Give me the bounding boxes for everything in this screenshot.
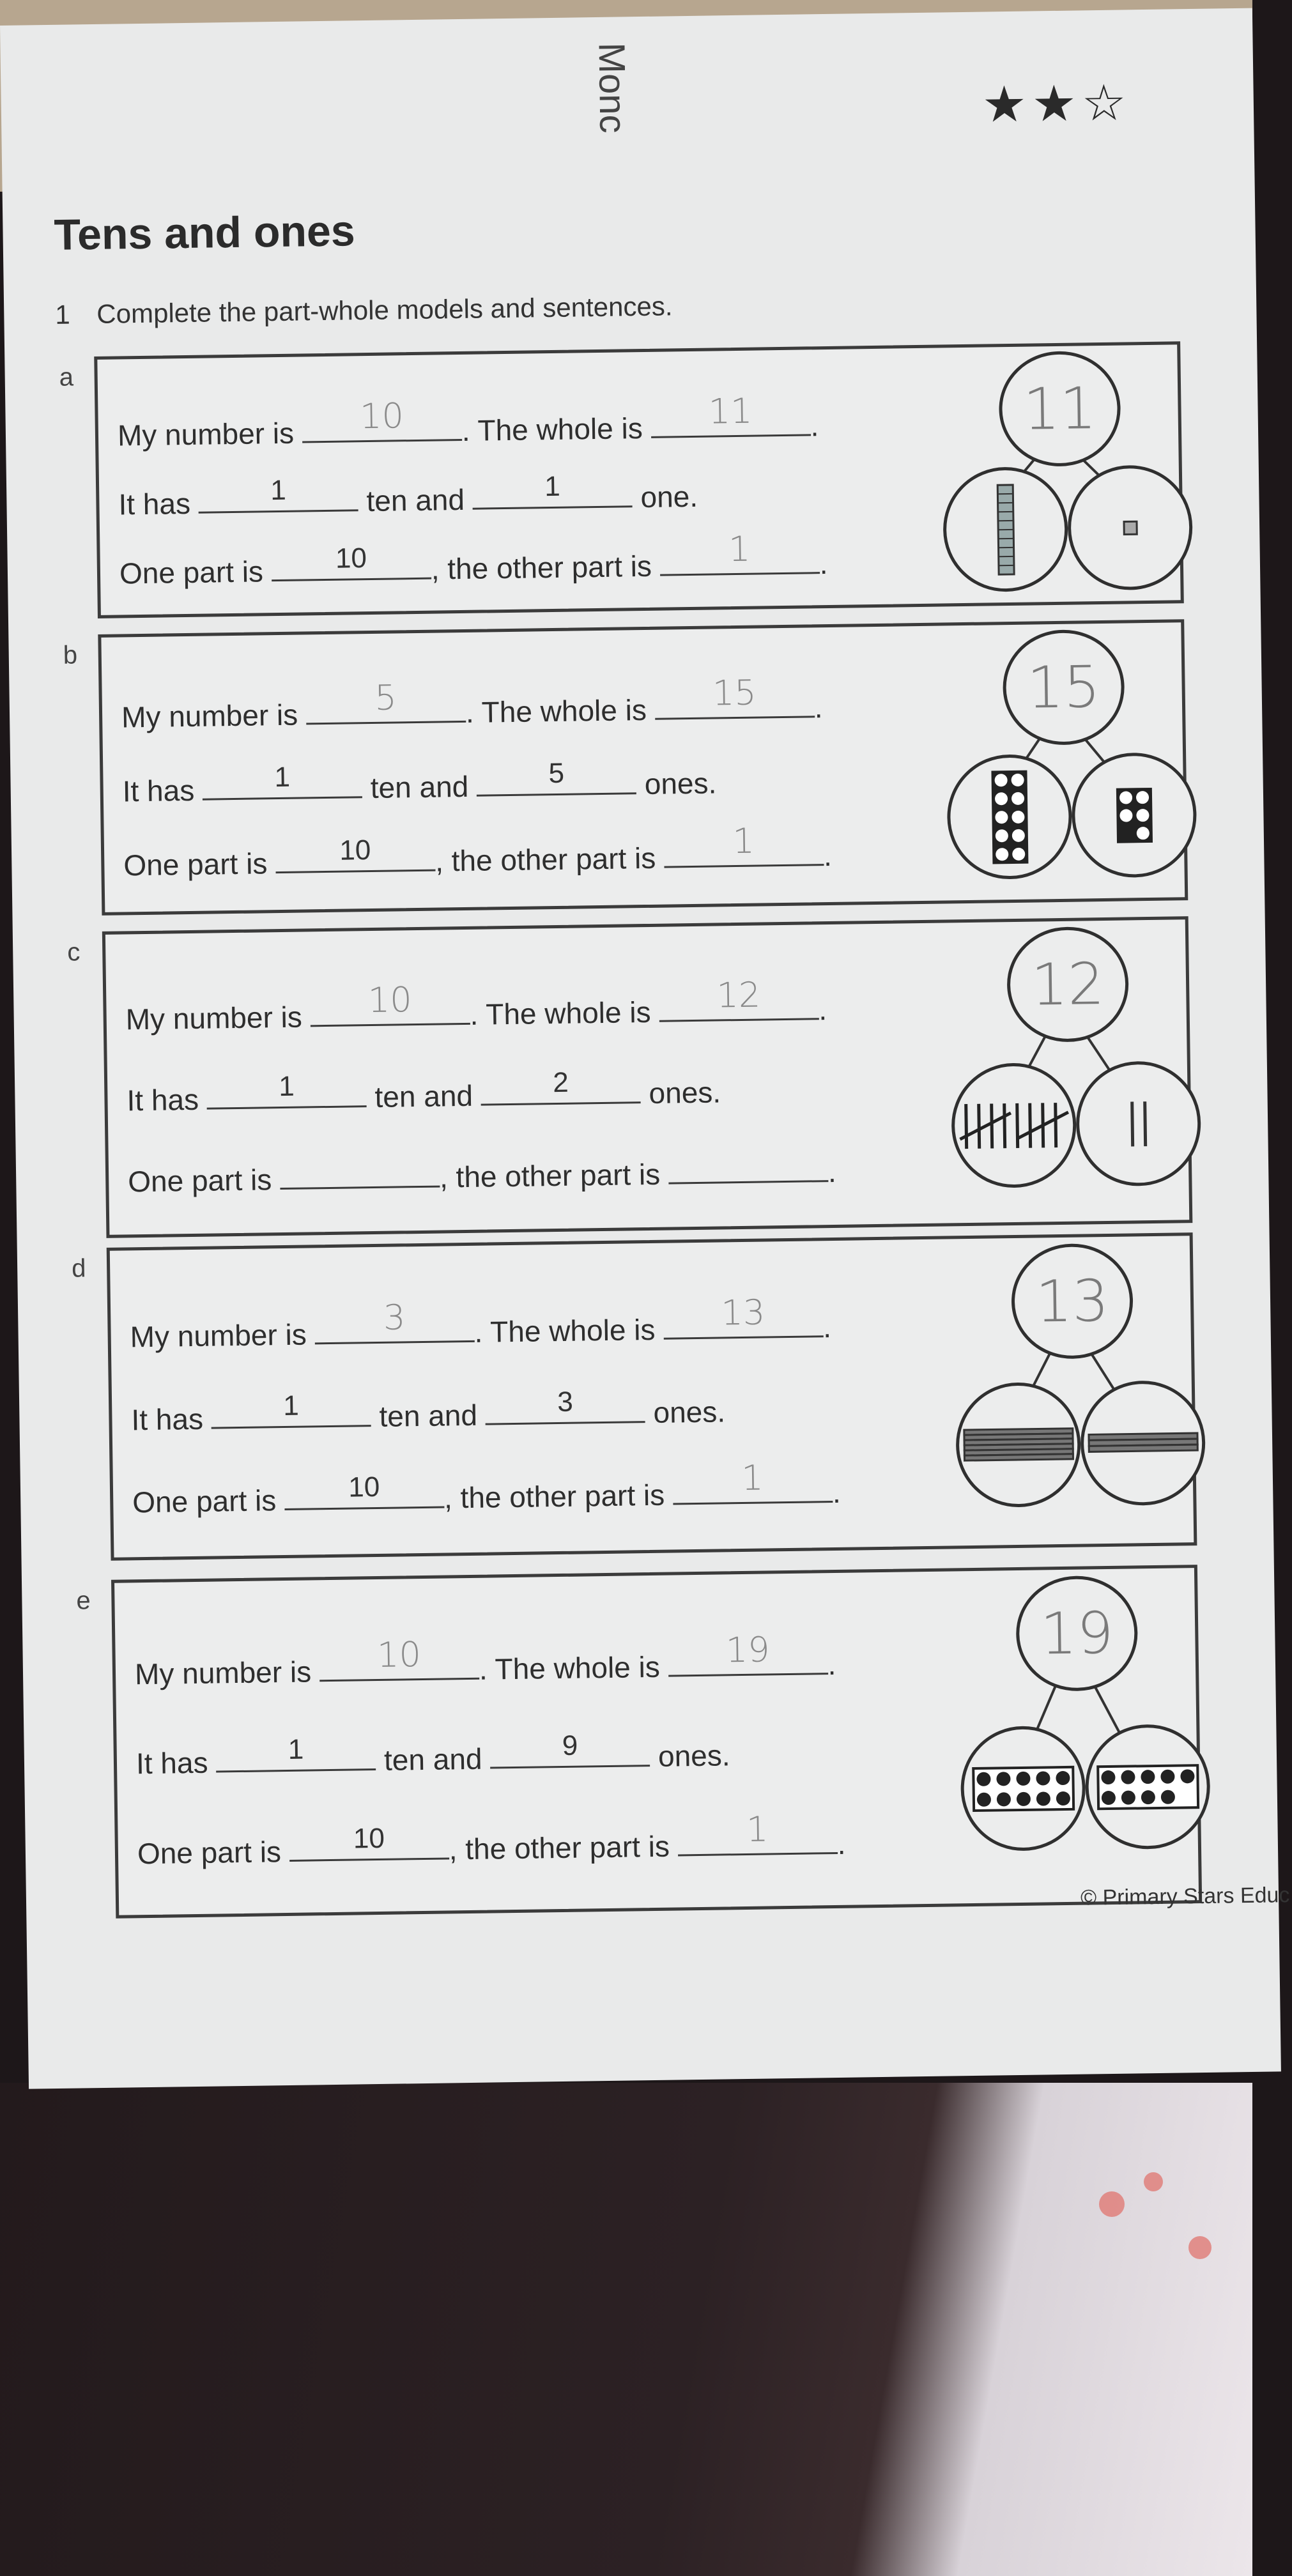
question-instruction (55, 291, 673, 330)
sentence-parts: One part is 10 , the other part is 1 . (137, 1809, 846, 1871)
my-number-field[interactable]: 10 (302, 406, 462, 443)
whole-circle: 13 (1011, 1243, 1134, 1360)
section-letter: c (66, 938, 81, 967)
section-letter: d (71, 1254, 86, 1283)
single-cube-icon (1067, 464, 1194, 591)
ones-field[interactable]: 1 (472, 472, 633, 509)
sentence-tens-ones: It has 1 ten and 5 ones. (122, 757, 717, 808)
tens-field[interactable]: 1 (211, 1392, 371, 1429)
sentence-my-number: My number is 5 . The whole is 15 . (121, 672, 823, 734)
instruction-text: Complete the part-whole models and sentences. (96, 291, 673, 329)
sentence-tens-ones: It has 1 ten and 9 ones. (135, 1729, 730, 1781)
sentence-parts: One part is 10 , the other part is 1 . (123, 820, 833, 882)
sentence-tens-ones: It has 1 ten and 2 ones. (127, 1066, 721, 1117)
part-one-field[interactable]: 10 (275, 836, 436, 873)
section-box (102, 916, 1193, 1238)
sentence-tens-ones: It has 1 ten and 3 ones. (131, 1386, 726, 1437)
header-word: Monc (590, 42, 634, 134)
ten-frame-nine-icon (1084, 1724, 1211, 1850)
part-one-field[interactable]: 10 (284, 1473, 445, 1510)
other-part-field[interactable] (668, 1147, 828, 1184)
whole-field[interactable]: 15 (654, 682, 815, 719)
part-whole-model (958, 1574, 1192, 1897)
five-dot-card-icon (1071, 752, 1197, 878)
sentence-parts: One part is , the other part is . (128, 1147, 836, 1199)
other-part-field[interactable]: 1 (663, 831, 824, 868)
my-number-field[interactable]: 5 (305, 687, 466, 724)
whole-circle: 11 (998, 351, 1121, 468)
tally-two-icon (1075, 1061, 1202, 1187)
whole-field[interactable]: 11 (650, 401, 811, 438)
worksheet-page (0, 8, 1290, 2089)
my-number-field[interactable]: 3 (314, 1307, 475, 1344)
sentence-my-number: My number is 10 . The whole is 12 . (125, 974, 827, 1036)
section-box (98, 619, 1188, 916)
ones-field[interactable]: 3 (485, 1388, 645, 1425)
whole-circle: 12 (1006, 926, 1129, 1043)
part-one-field[interactable] (279, 1153, 440, 1190)
whole-field[interactable]: 13 (663, 1302, 824, 1339)
question-number: 1 (54, 299, 71, 330)
part-whole-model (941, 349, 1174, 595)
tens-field[interactable]: 1 (198, 476, 358, 513)
other-part-field[interactable]: 1 (659, 539, 820, 576)
section-box (94, 341, 1184, 618)
other-part-field[interactable]: 1 (677, 1819, 838, 1856)
page-title: Tens and ones (54, 206, 356, 259)
section-box (107, 1232, 1197, 1561)
sentence-tens-ones: It has 1 ten and 1 one. (118, 470, 698, 521)
sentence-my-number: My number is 3 . The whole is 13 . (130, 1292, 832, 1354)
part-whole-model (944, 628, 1178, 893)
tens-field[interactable]: 1 (206, 1072, 367, 1109)
section-letter: a (59, 363, 74, 392)
my-number-field[interactable]: 10 (319, 1644, 479, 1682)
copyright-text: © Primary Stars Educ (1080, 1883, 1290, 1910)
ones-field[interactable]: 5 (476, 759, 636, 796)
section-letter: e (76, 1586, 91, 1615)
straw-bundle-small-icon (1080, 1380, 1206, 1506)
part-whole-model (949, 925, 1183, 1216)
other-part-field[interactable]: 1 (672, 1468, 833, 1505)
part-whole-model (953, 1242, 1187, 1539)
fabric-background (0, 2083, 1252, 2576)
sentence-parts: One part is 10 , the other part is 1 . (132, 1457, 842, 1519)
my-number-field[interactable]: 10 (310, 990, 470, 1027)
section-letter: b (63, 641, 78, 670)
whole-field[interactable]: 12 (659, 985, 819, 1022)
part-one-field[interactable]: 10 (289, 1824, 449, 1861)
tens-field[interactable]: 1 (216, 1735, 376, 1772)
sentence-my-number: My number is 10 . The whole is 11 . (117, 390, 819, 452)
section-box (111, 1565, 1202, 1919)
whole-field[interactable]: 19 (668, 1639, 828, 1676)
whole-circle: 19 (1015, 1575, 1138, 1692)
sentence-parts: One part is 10 , the other part is 1 . (119, 528, 828, 590)
ones-field[interactable]: 2 (481, 1068, 641, 1105)
tens-field[interactable]: 1 (202, 763, 362, 800)
ones-field[interactable]: 9 (490, 1731, 650, 1768)
sentence-my-number: My number is 10 . The whole is 19 . (134, 1629, 836, 1691)
whole-circle: 15 (1002, 629, 1125, 746)
difficulty-stars-icon: ★★☆ (981, 74, 1132, 133)
part-one-field[interactable]: 10 (271, 544, 431, 581)
